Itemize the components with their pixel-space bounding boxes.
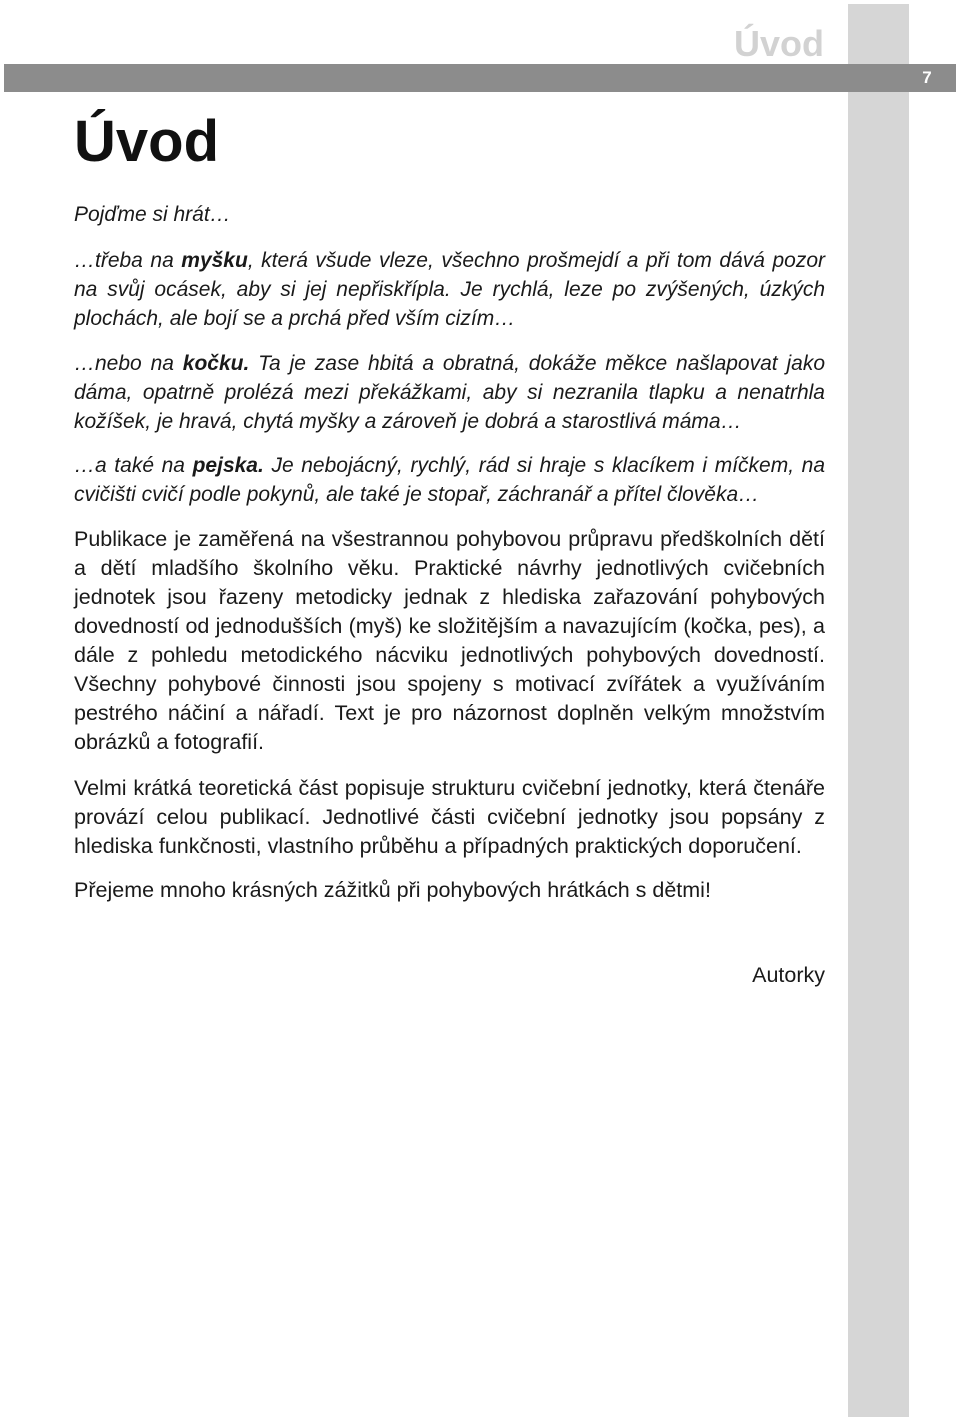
header-bar — [4, 64, 956, 92]
mouse-text: , která všude vleze, všechno prošmejdí a při tom dává pozor na svůj ocásek, aby si jej nepřiskřípla. Je rychlá, leze po zvýšených, úzkých plochách, ale bojí se a prchá před vším cizím… — [74, 249, 825, 330]
mouse-keyword: myšku — [181, 249, 248, 272]
cat-lead: …nebo na — [74, 352, 183, 375]
dog-keyword: pejska. — [192, 454, 264, 477]
publication-paragraph: Publikace je zaměřená na všestrannou pohybovou průpravu předškolních dětí a dětí mladšího školního věku. Praktické návrhy jednotlivých cvičebních jednotek jsou řazeny metodicky jednak z hlediska zařazování pohybových dovedností od jednodušších (myš) ke složitějším a navazujícím (kočka, pes), a dále z pohledu metodického nácviku jednotlivých pohybových dovedností. Všechny pohybové činnosti jsou spojeny s motivací zvířátek a využíváním pestrého náčiní a nářadí. Text je pro názornost doplněn velkým množstvím obrázků a fotografií. — [74, 527, 825, 754]
dog-text: Je nebojácný, rychlý, rád si hraje s klacíkem i míčkem, na cvičišti cvičí podle pokynů, ale také je stopař, záchranář a přítel člověka… — [74, 454, 826, 506]
signature: Autorky — [752, 963, 825, 987]
chapter-title: Úvod — [74, 109, 219, 174]
page-number: 7 — [922, 68, 932, 87]
cat-paragraph — [74, 349, 825, 436]
wish-paragraph: Přejeme mnoho krásných zážitků při pohybových hrátkách s dětmi! — [74, 878, 711, 902]
theory-paragraph: Velmi krátká teoretická část popisuje strukturu cvičební jednotky, která čtenáře provází celou publikací. Jednotlivé části cvičební jednotky jsou popsány z hlediska funkčnosti, vlastního průběhu a případných praktických doporučení. — [74, 776, 825, 858]
running-title: Úvod — [734, 23, 824, 64]
mouse-paragraph — [74, 246, 825, 333]
intro-line: Pojďme si hrát… — [74, 203, 231, 226]
dog-paragraph — [74, 451, 825, 509]
cat-text: Ta je zase hbitá a obratná, dokáže měkce našlapovat jako dáma, opatrně prolézá mezi překážkami, aby si nezranila tlapku a nenatrhla kožíšek, je hravá, chytá myšky a zároveň je dobrá a starostlivá máma… — [74, 352, 825, 433]
page-content — [74, 106, 825, 990]
side-strip — [848, 4, 909, 1417]
mouse-lead: …třeba na — [74, 249, 182, 272]
dog-lead: …a také na — [74, 454, 193, 477]
cat-keyword: kočku. — [182, 352, 250, 375]
